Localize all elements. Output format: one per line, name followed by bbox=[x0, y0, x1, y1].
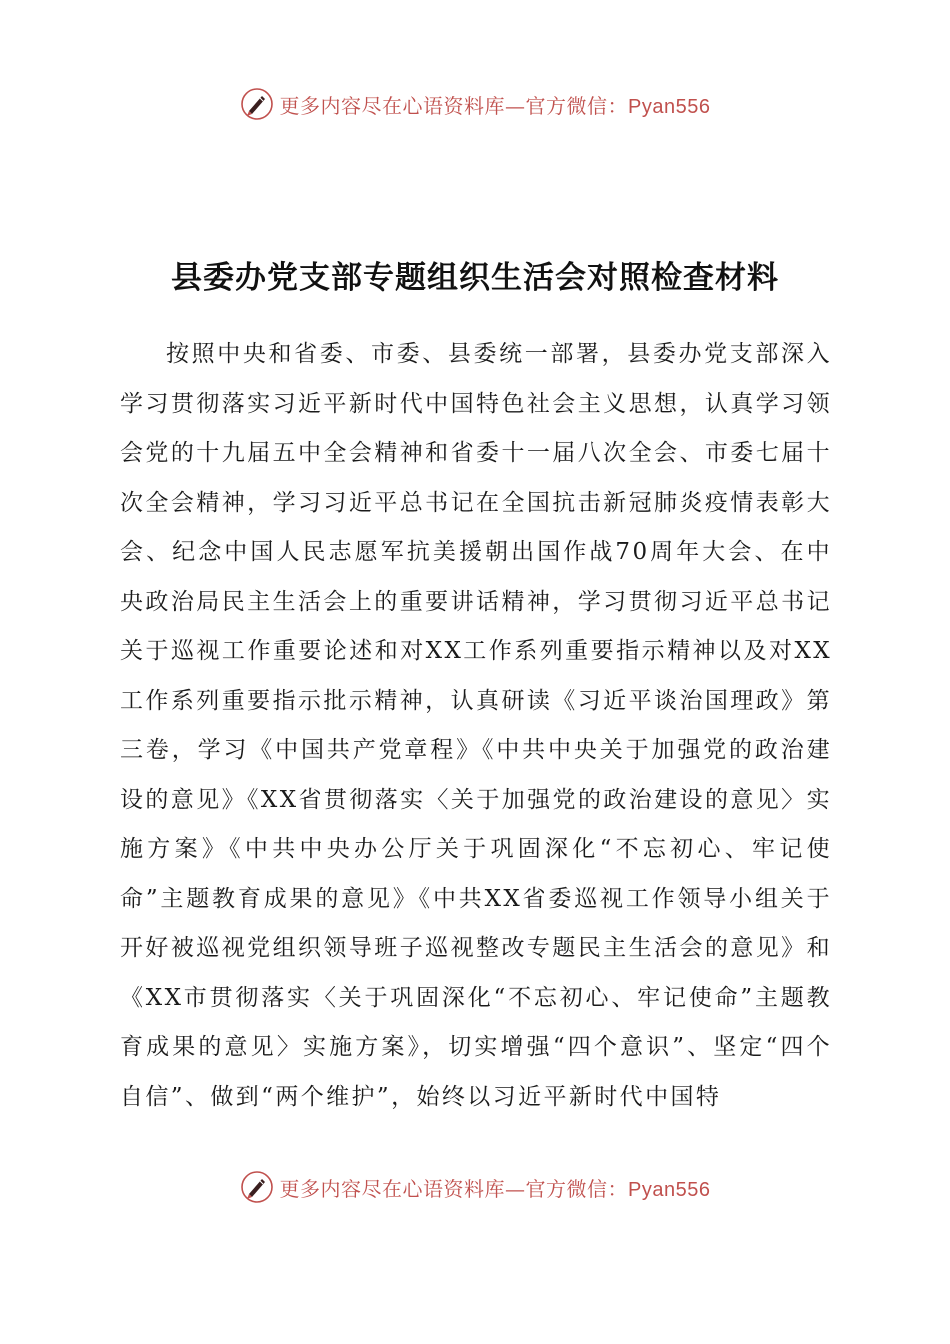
footer-watermark-text: 更多内容尽在心语资料库—官方微信：Pyan556 bbox=[279, 1176, 711, 1201]
pen-logo-icon bbox=[240, 1170, 274, 1204]
header-watermark-text: 更多内容尽在心语资料库—官方微信：Pyan556 bbox=[279, 93, 711, 118]
pen-logo-icon bbox=[240, 87, 274, 121]
header-wechat-id: Pyan556 bbox=[628, 95, 711, 118]
footer-watermark-banner bbox=[0, 1167, 950, 1207]
body-paragraph: 按照中央和省委、市委、县委统一部署，县委办党支部深入学习贯彻落实习近平新时代中国特色社会主义思想，认真学习领会党的十九届五中全会精神和省委十一届八次全会、市委七届十次全会精神，学习习近平总书记在全国抗击新冠肺炎疫情表彰大会、纪念中国人民志愿军抗美援朝出国作战70周年大会、在中央政治局民主生活会上的重要讲话精神，学习贯彻习近平总书记关于巡视工作重要论述和对XX工作系列重要指示精神以及对XX工作系列重要指示批示精神，认真研读《习近平谈治国理政》第三卷，学习《中国共产党章程》《中共中央关于加强党的政治建设的意见》《XX省贯彻落实〈关于加强党的政治建设的意见〉实施方案》《中共中央办公厅关于巩固深化“不忘初心、牢记使命”主题教育成果的意见》《中共XX省委巡视工作领导小组关于开好被巡视党组织领导班子巡视整改专题民主生活会的意见》和《XX市贯彻落实〈关于巩固深化“不忘初心、牢记使命”主题教育成果的意见〉实施方案》，切实增强“四个意识”、坚定“四个自信”、做到“两个维护”，始终以习近平新时代中国特 bbox=[120, 341, 832, 1110]
footer-wechat-id: Pyan556 bbox=[628, 1178, 711, 1201]
header-watermark-banner bbox=[0, 84, 950, 124]
document-title: 县委办党支部专题组织生活会对照检查材料 bbox=[171, 260, 779, 296]
